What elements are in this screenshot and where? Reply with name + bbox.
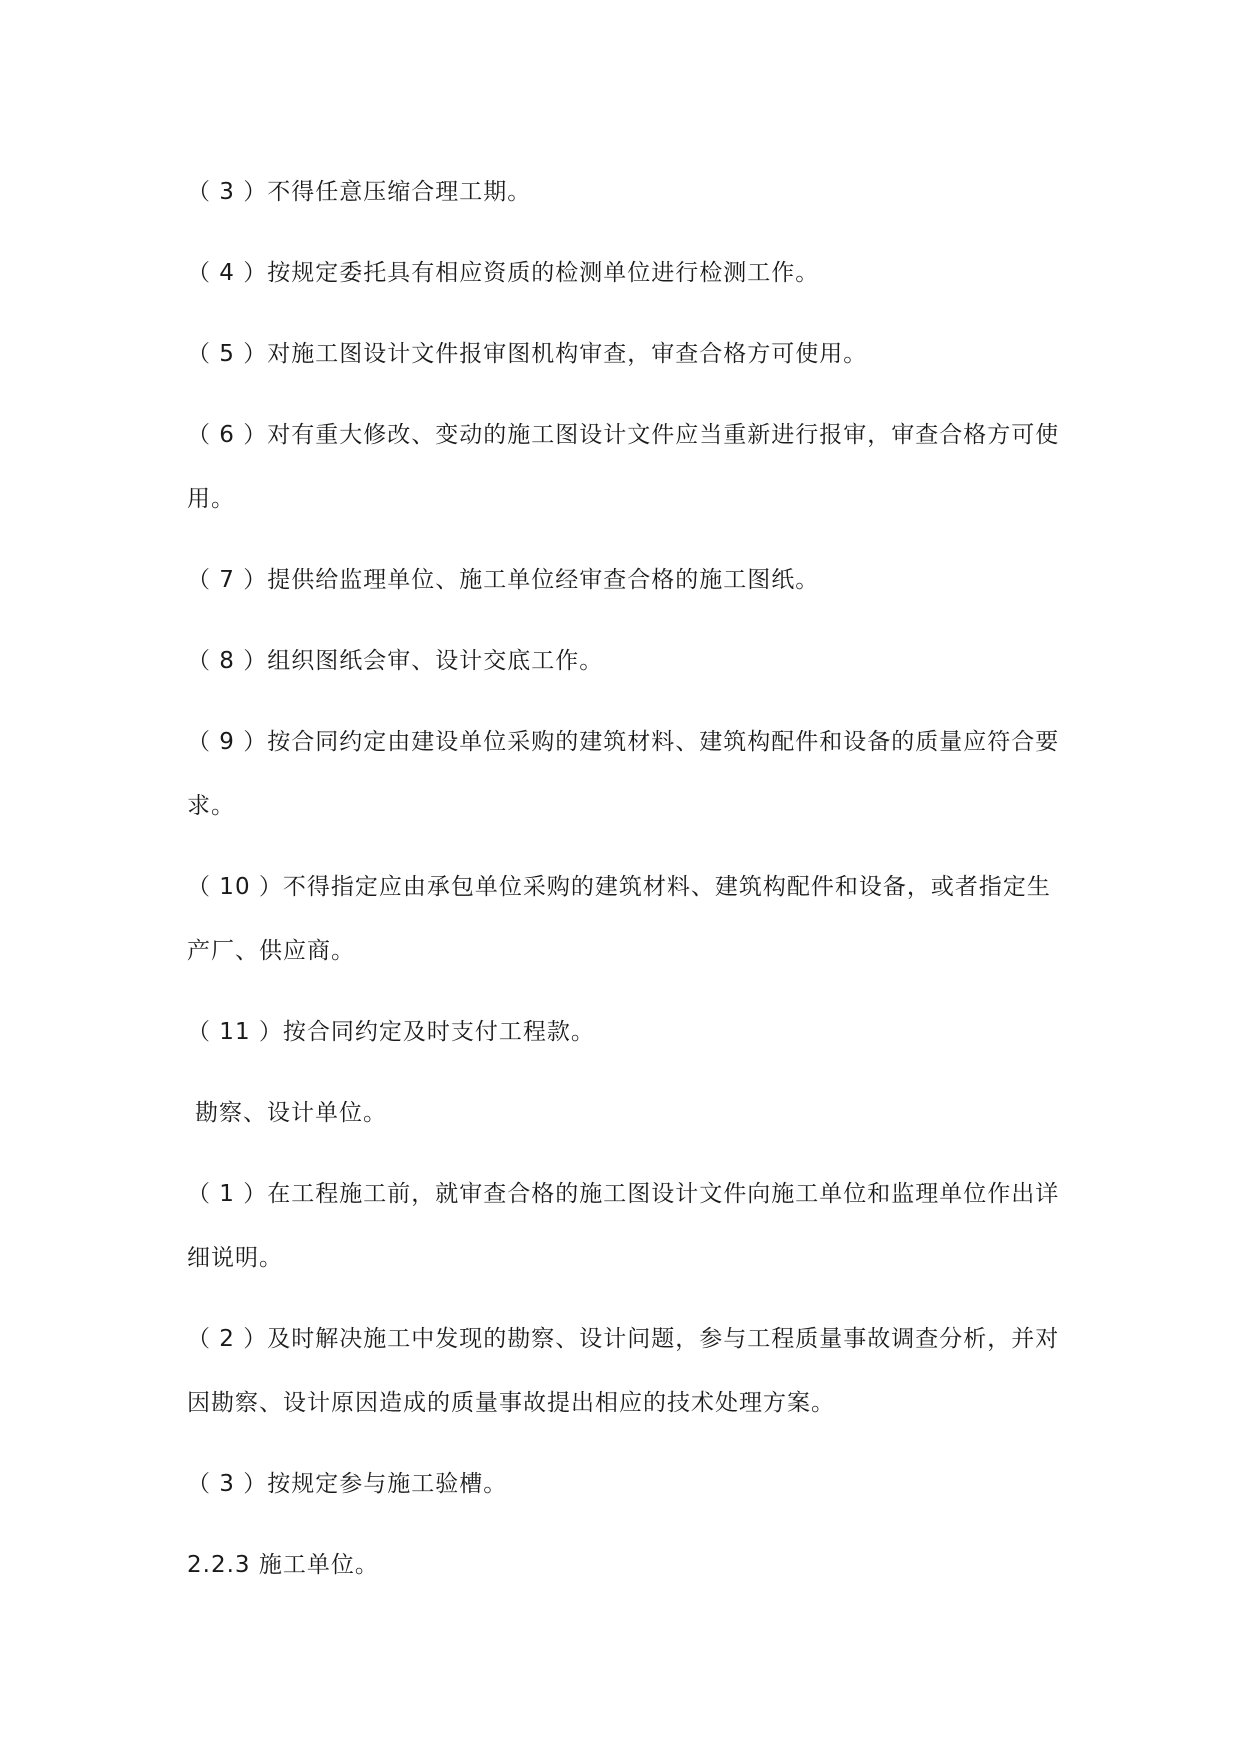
section-heading-design-unit: 勘察、设计单位。 (195, 1100, 387, 1126)
paragraph-item-4-testing: （ 4 ）按规定委托具有相应资质的检测单位进行检测工作。 (187, 260, 820, 286)
paragraph-design-item-3: （ 3 ）按规定参与施工验槽。 (187, 1471, 508, 1497)
document-body (187, 160, 1067, 1614)
paragraph-item-10-suppliers: （ 10 ）不得指定应由承包单位采购的建筑材料、建筑构配件和设备，或者指定生产厂、供应商。 (187, 874, 1051, 964)
paragraph-design-item-1: （ 1 ）在工程施工前，就审查合格的施工图设计文件向施工单位和监理单位作出详细说明。 (187, 1181, 1060, 1271)
paragraph-item-3-schedule: （ 3 ）不得任意压缩合理工期。 (187, 179, 532, 205)
paragraph-item-7-drawings: （ 7 ）提供给监理单位、施工单位经审查合格的施工图纸。 (187, 567, 820, 593)
paragraph-item-11-payment: （ 11 ）按合同约定及时支付工程款。 (187, 1019, 595, 1045)
paragraph-item-9-materials: （ 9 ）按合同约定由建设单位采购的建筑材料、建筑构配件和设备的质量应符合要求。 (187, 729, 1060, 819)
paragraph-item-6-resubmit: （ 6 ）对有重大修改、变动的施工图设计文件应当重新进行报审，审查合格方可使用。 (187, 422, 1060, 512)
paragraph-item-8-disclosure: （ 8 ）组织图纸会审、设计交底工作。 (187, 648, 604, 674)
paragraph-item-5-review: （ 5 ）对施工图设计文件报审图机构审查，审查合格方可使用。 (187, 341, 868, 367)
paragraph-design-item-2: （ 2 ）及时解决施工中发现的勘察、设计问题，参与工程质量事故调查分析，并对因勘察、设计原因造成的质量事故提出相应的技术处理方案。 (187, 1326, 1060, 1416)
section-heading-construction-unit: 2.2.3 施工单位。 (187, 1552, 379, 1578)
